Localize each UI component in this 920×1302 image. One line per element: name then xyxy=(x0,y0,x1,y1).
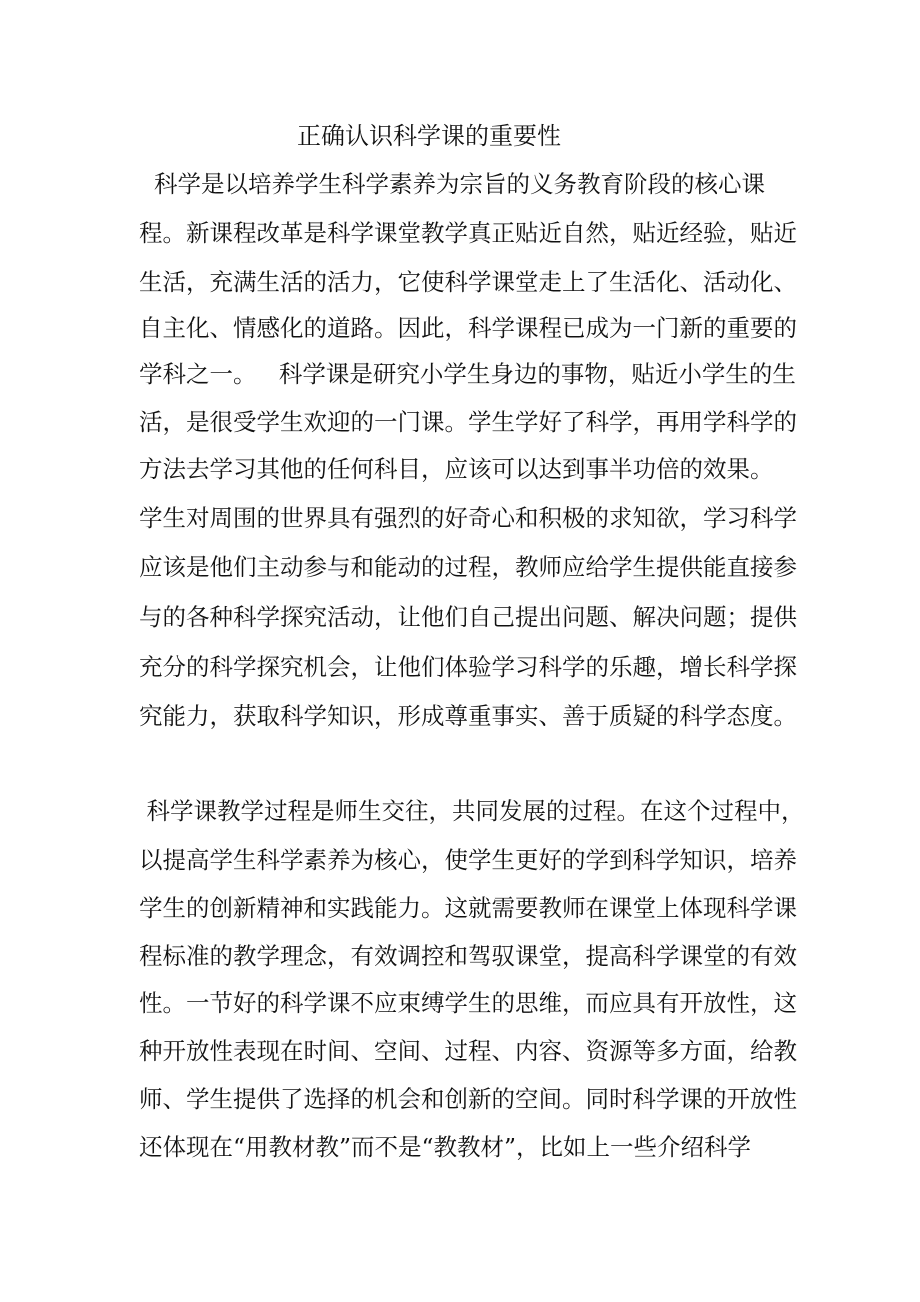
text-line-11: 充分的科学探究机会，让他们体验学习科学的乐趣，增长科学探 xyxy=(139,653,797,681)
text-line-12: 究能力，获取科学知识，形成尊重事实、善于质疑的科学态度。 xyxy=(139,702,797,730)
text-line-16: 程标准的教学理念，有效调控和驾驭课堂，提高科学课堂的有效 xyxy=(139,942,797,970)
text-line-5: 学科之一。 科学课是研究小学生身边的事物，贴近小学生的生 xyxy=(139,360,796,388)
text-line-8: 学生对周围的世界具有强烈的好奇心和积极的求知欲，学习科学 xyxy=(139,504,797,532)
text-line-2: 程。新课程改革是科学课堂教学真正贴近自然，贴近经验，贴近 xyxy=(139,219,797,247)
text-line-14: 以提高学生科学素养为核心，使学生更好的学到科学知识，培养 xyxy=(139,846,797,874)
text-line-6: 活，是很受学生欢迎的一门课。学生学好了科学，再用学科学的 xyxy=(139,408,797,436)
document-title: 正确认识科学课的重要性 xyxy=(297,122,561,150)
text-line-9: 应该是他们主动参与和能动的过程，教师应给学生提供能直接参 xyxy=(139,553,797,581)
text-line-17: 性。一节好的科学课不应束缚学生的思维，而应具有开放性，这 xyxy=(139,989,797,1017)
text-line-10: 与的各种科学探究活动，让他们自己提出问题、解决问题；提供 xyxy=(139,603,797,631)
text-line-4: 自主化、情感化的道路。因此，科学课程已成为一门新的重要的 xyxy=(139,314,797,342)
text-line-15: 学生的创新精神和实践能力。这就需要教师在课堂上体现科学课 xyxy=(139,894,797,922)
text-line-19: 师、学生提供了选择的机会和创新的空间。同时科学课的开放性 xyxy=(139,1085,797,1113)
text-line-18: 种开放性表现在时间、空间、过程、内容、资源等多方面，给教 xyxy=(139,1037,797,1065)
text-line-1: 科学是以培养学生科学素养为宗旨的义务教育阶段的核心课 xyxy=(139,170,765,198)
text-line-7: 方法去学习其他的任何科目，应该可以达到事半功倍的效果。 xyxy=(139,455,774,483)
text-line-13: 科学课教学过程是师生交往，共同发展的过程。在这个过程中， xyxy=(139,797,805,825)
text-line-3: 生活，充满生活的活力，它使科学课堂走上了生活化、活动化、 xyxy=(139,268,797,296)
text-line-20: 还体现在“用教材教”而不是“教教材”，比如上一些介绍科学 xyxy=(139,1133,752,1161)
